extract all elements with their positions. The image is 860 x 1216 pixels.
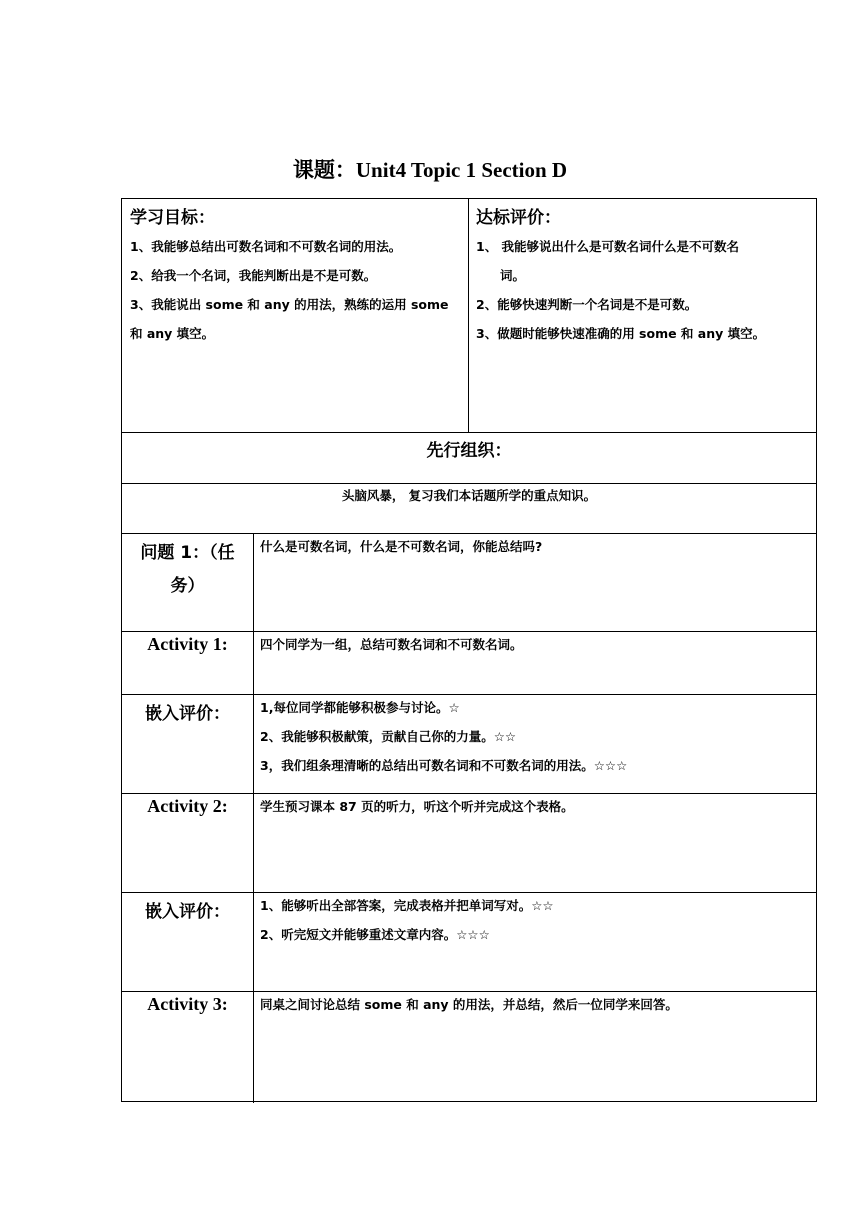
assessment-list — [476, 232, 812, 348]
row-label-embedded-assessment-1: 嵌入评价： — [145, 704, 230, 724]
row-content-activity-2 — [260, 792, 808, 821]
row-content-line: 2、听完短文并能够重述文章内容。☆☆☆ — [260, 927, 490, 942]
assessment-item: 2、能够快速判断一个名词是不是可数。 — [476, 297, 698, 312]
advance-organizer-text: 头脑风暴， 复习我们本话题所学的重点知识。 — [341, 488, 597, 503]
assessment-item: 词。 — [500, 268, 526, 283]
row-content-line: 3，我们组条理清晰的总结出可数名词和不可数名词的用法。☆☆☆ — [260, 758, 628, 773]
row-content-line: 同桌之间讨论总结 some 和 any 的用法，并总结，然后一位同学来回答。 — [260, 997, 678, 1012]
row-content-line: 1、能够听出全部答案，完成表格并把单词写对。☆☆ — [260, 898, 554, 913]
row-content-line: 什么是可数名词，什么是不可数名词，你能总结吗? — [260, 539, 543, 554]
page-title: 课题：Unit4 Topic 1 Section D — [292, 158, 568, 182]
objective-item: 3、我能说出 some 和 any 的用法，熟练的运用 some — [130, 297, 449, 312]
advance-organizer-header: 先行组织： — [426, 441, 512, 461]
row-content-line: 2、我能够积极献策，贡献自己你的力量。☆☆ — [260, 729, 517, 744]
assessment-header: 达标评价： — [476, 208, 561, 228]
objectives-cell — [130, 203, 466, 348]
objective-item: 2、给我一个名词，我能判断出是不是可数。 — [130, 268, 377, 283]
row-label-activity-2: Activity 2: — [147, 796, 228, 816]
row-content-line: 学生预习课本 87 页的听力，听这个听并完成这个表格。 — [260, 799, 574, 814]
divider — [122, 432, 816, 433]
column-divider-top — [468, 199, 469, 432]
objectives-header: 学习目标： — [130, 208, 215, 228]
row-label-question-1 — [122, 537, 253, 603]
objective-item: 1、我能够总结出可数名词和不可数名词的用法。 — [130, 239, 402, 254]
objective-item: 和 any 填空。 — [130, 326, 215, 341]
assessment-item: 3、做题时能够快速准确的用 some 和 any 填空。 — [476, 326, 766, 341]
row-content-line: 四个同学为一组，总结可数名词和不可数名词。 — [260, 637, 523, 652]
row-label-line: 问题 1：（任 — [140, 543, 235, 563]
row-label-activity-3: Activity 3: — [147, 994, 228, 1014]
divider — [122, 483, 816, 484]
assessment-item: 1、 我能够说出什么是可数名词什么是不可数名 — [476, 239, 740, 254]
lesson-table — [121, 198, 817, 1102]
row-content-embedded-assessment-2 — [260, 891, 808, 949]
objectives-list — [130, 232, 466, 348]
row-content-activity-3 — [260, 990, 808, 1019]
row-label-line: 务） — [170, 576, 205, 596]
row-label-activity-1: Activity 1: — [147, 634, 228, 654]
row-content-activity-1 — [260, 630, 808, 659]
row-content-question-1 — [260, 532, 808, 561]
label-column-divider — [253, 533, 254, 1103]
row-content-line: 1,每位同学都能够积极参与讨论。☆ — [260, 700, 460, 715]
row-content-embedded-assessment-1 — [260, 693, 808, 780]
row-label-embedded-assessment-2: 嵌入评价： — [145, 902, 230, 922]
assessment-cell — [476, 203, 812, 348]
